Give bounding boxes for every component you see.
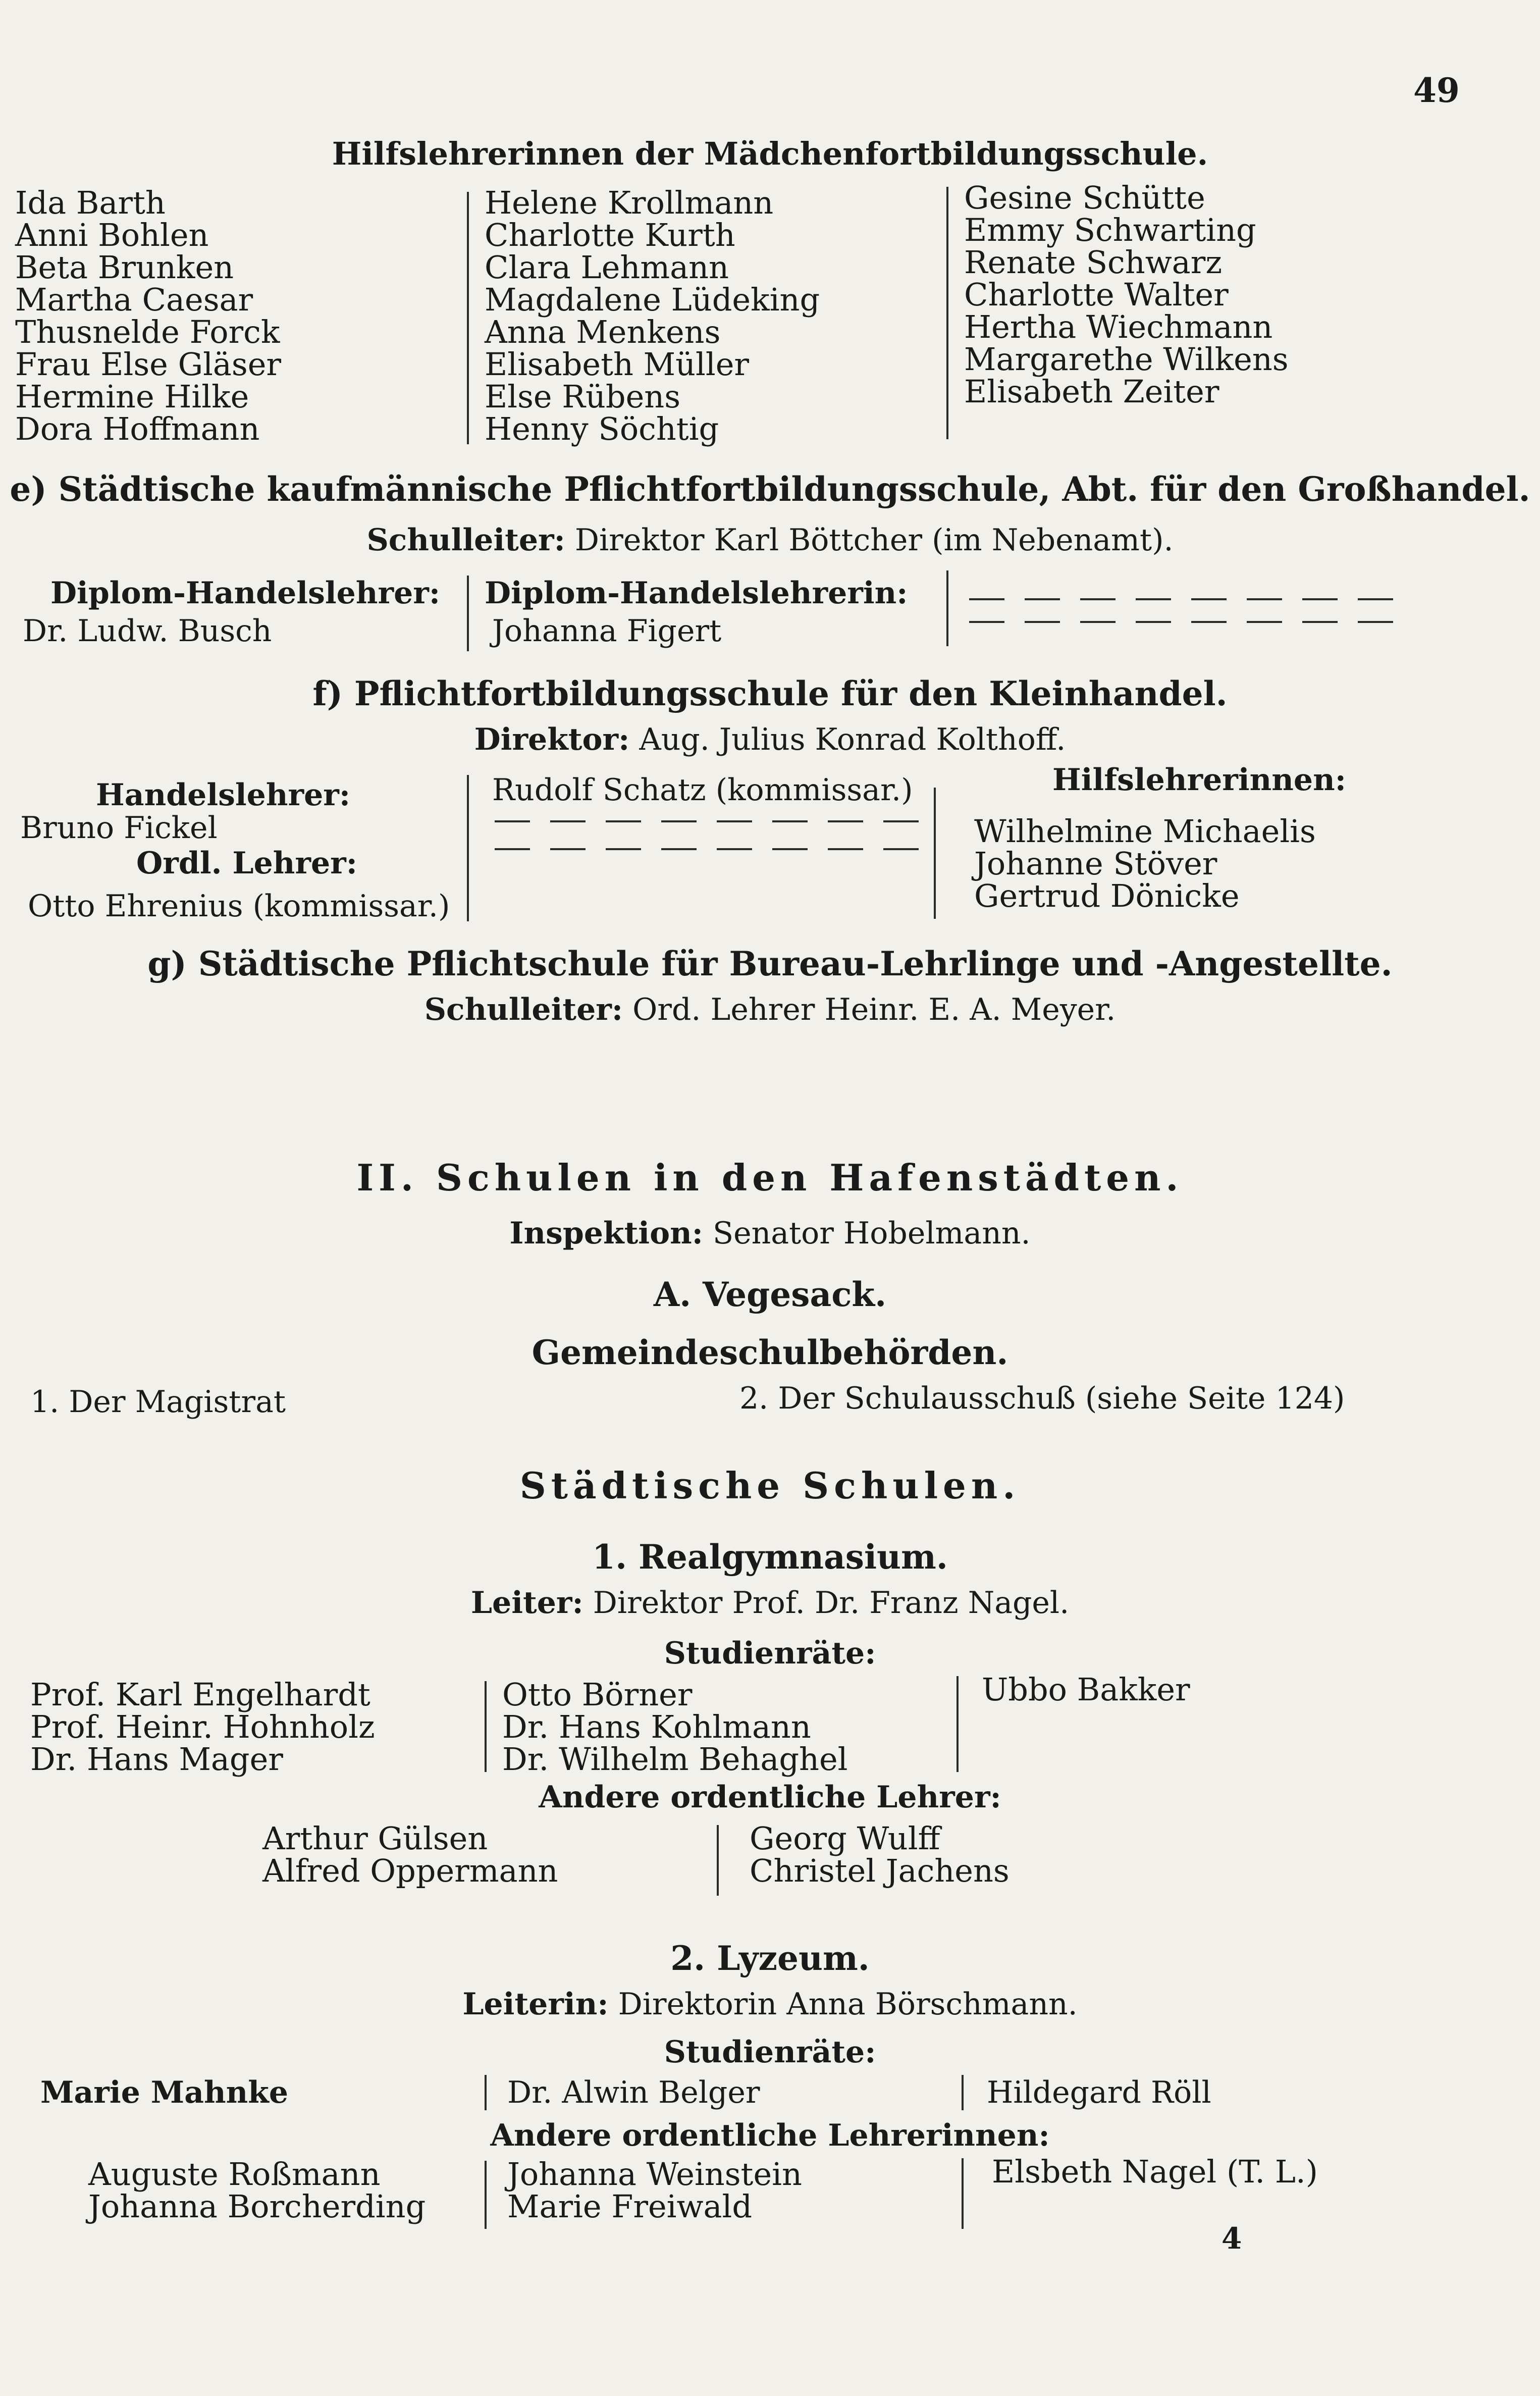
leiter-label: Schulleiter: xyxy=(366,523,565,558)
vacancy-dashes xyxy=(495,820,919,822)
section-heading-f: f) Pflichtfortbildungsschule für den Kleinhandel. xyxy=(312,674,1228,713)
column-divider xyxy=(485,2075,487,2110)
andere-lehrer-label: Andere ordentliche Lehrer: xyxy=(539,1780,1001,1815)
person-name: Prof. Karl Engelhardt xyxy=(30,1676,370,1713)
leiter-label: Schulleiter: xyxy=(424,992,623,1027)
person-name: Charlotte Kurth xyxy=(485,217,735,253)
person-name: Charlotte Walter xyxy=(964,276,1229,313)
person-name: Wilhelmine Michaelis xyxy=(974,813,1316,850)
studienraete-col-1 xyxy=(30,1676,375,1778)
studienraete-col-2 xyxy=(502,1676,848,1778)
person-name: Hermine Hilke xyxy=(15,378,249,415)
heading-realgymnasium: 1. Realgymnasium. xyxy=(592,1537,948,1577)
person-name: Anni Bohlen xyxy=(15,217,209,253)
person-name: Otto Börner xyxy=(502,1676,693,1713)
leiter-value: Direktor Prof. Dr. Franz Nagel. xyxy=(593,1585,1070,1621)
footer-page-number: 4 xyxy=(1222,2221,1242,2256)
andere-lehrer-col-1 xyxy=(262,1822,558,1887)
person-name: Johanna Borcherding xyxy=(88,2188,426,2225)
person-name: Clara Lehmann xyxy=(485,249,729,286)
section-heading-g: g) Städtische Pflichtschule für Bureau-Lehrlinge und -Angestellte. xyxy=(147,944,1393,983)
person-name: Dr. Hans Mager xyxy=(30,1741,283,1778)
page-number: 49 xyxy=(1413,71,1460,110)
direktor-line-f xyxy=(0,722,1540,757)
person-name: Frau Else Gläser xyxy=(15,346,282,383)
person-name: Elisabeth Müller xyxy=(485,346,750,383)
person-name: Elisabeth Zeiter xyxy=(964,373,1219,410)
person-name: Marie Freiwald xyxy=(507,2188,753,2225)
gemeinde-item-2: 2. Der Schulausschuß (siehe Seite 124) xyxy=(739,1381,1345,1416)
andere-lehrerinnen-col-2 xyxy=(507,2158,802,2223)
person-name: Renate Schwarz xyxy=(964,244,1223,281)
name-roell: Hildegard Röll xyxy=(987,2075,1211,2110)
name-ehrenius: Otto Ehrenius (kommissar.) xyxy=(28,889,450,924)
caption-diplom-handelslehrer: Diplom-Handelslehrer: xyxy=(50,576,441,611)
person-name: Emmy Schwarting xyxy=(964,212,1256,248)
person-name: Dr. Wilhelm Behaghel xyxy=(502,1741,848,1778)
leiter-value: Ord. Lehrer Heinr. E. A. Meyer. xyxy=(632,992,1116,1027)
column-divider xyxy=(946,187,948,439)
heading-staedtische-schulen: Städtische Schulen. xyxy=(519,1464,1021,1507)
name-figert: Johanna Figert xyxy=(492,613,722,649)
leiter-line-realgym xyxy=(0,1585,1540,1621)
vacancy-dashes xyxy=(969,598,1403,600)
name-list-col-3 xyxy=(964,179,1289,410)
person-name: Else Rübens xyxy=(485,378,681,415)
caption-diplom-handelslehrerin: Diplom-Handelslehrerin: xyxy=(485,576,908,611)
leiter-label: Leiterin: xyxy=(462,1987,609,2022)
name-schatz: Rudolf Schatz (kommissar.) xyxy=(492,772,913,808)
column-divider xyxy=(717,1825,719,1896)
name-mahnke: Marie Mahnke xyxy=(40,2075,289,2110)
studienraete-label-lyzeum: Studienräte: xyxy=(664,2035,876,2070)
person-name: Anna Menkens xyxy=(485,314,721,350)
column-divider xyxy=(957,1676,959,1772)
person-name: Gertrud Dönicke xyxy=(974,877,1240,914)
name-belger: Dr. Alwin Belger xyxy=(507,2075,760,2110)
person-name: Johanne Stöver xyxy=(974,845,1217,882)
schulleiter-line-e xyxy=(0,523,1540,558)
name-fickel: Bruno Fickel xyxy=(20,810,218,846)
person-name: Helene Krollmann xyxy=(485,184,774,221)
name-list-col-2 xyxy=(485,184,820,447)
heading-vegesack: A. Vegesack. xyxy=(653,1275,887,1314)
leiter-label: Direktor: xyxy=(474,722,630,757)
person-name: Johanna Weinstein xyxy=(507,2156,802,2193)
gemeinde-item-1: 1. Der Magistrat xyxy=(30,1384,286,1420)
andere-lehrerinnen-col-1 xyxy=(88,2158,426,2223)
column-divider xyxy=(467,775,469,921)
person-name: Alfred Oppermann xyxy=(262,1852,558,1889)
column-divider xyxy=(485,2161,487,2229)
heading-lyzeum: 2. Lyzeum. xyxy=(670,1939,870,1978)
studienraete-col-3 xyxy=(982,1671,1190,1708)
column-divider xyxy=(946,570,948,646)
schulleiter-line-g xyxy=(0,992,1540,1027)
caption-hilfslehrerinnen: Hilfslehrerinnen: xyxy=(1052,762,1346,798)
leiter-value: Direktor Karl Böttcher (im Nebenamt). xyxy=(574,523,1174,558)
leiter-value: Aug. Julius Konrad Kolthoff. xyxy=(639,722,1066,757)
column-divider xyxy=(934,788,936,919)
main-heading-ii: II. Schulen in den Hafenstädten. xyxy=(356,1156,1184,1199)
person-name: Henny Söchtig xyxy=(485,410,719,447)
leiterin-line-lyzeum xyxy=(0,1987,1540,2022)
leiter-value: Direktorin Anna Börschmann. xyxy=(618,1987,1078,2022)
vacancy-dashes xyxy=(969,621,1403,623)
inspektion-label: Inspektion: xyxy=(509,1216,703,1251)
person-name: Prof. Heinr. Hohnholz xyxy=(30,1708,375,1745)
person-name: Christel Jachens xyxy=(750,1852,1010,1889)
person-name: Arthur Gülsen xyxy=(262,1820,488,1857)
column-divider xyxy=(467,192,469,444)
section-heading-e: e) Städtische kaufmännische Pflichtfortbildungsschule, Abt. für den Großhandel. xyxy=(10,470,1530,509)
name-list-col-1 xyxy=(15,184,282,447)
caption-handelslehrer: Handelslehrer: xyxy=(96,777,351,813)
heading-gemeindeschulbehoerden: Gemeindeschulbehörden. xyxy=(532,1333,1008,1372)
person-name: Magdalene Lüdeking xyxy=(485,281,820,318)
person-name: Dr. Hans Kohlmann xyxy=(502,1708,811,1745)
person-name: Dora Hoffmann xyxy=(15,410,260,447)
inspektion-value: Senator Hobelmann. xyxy=(712,1216,1031,1251)
inspektion-line xyxy=(0,1216,1540,1251)
hilfslehrerinnen-list xyxy=(974,815,1316,912)
leiter-label: Leiter: xyxy=(470,1585,583,1621)
studienraete-label: Studienräte: xyxy=(664,1636,876,1671)
person-name: Beta Brunken xyxy=(15,249,234,286)
column-divider xyxy=(962,2158,964,2229)
column-divider xyxy=(485,1681,487,1772)
person-name: Elsbeth Nagel (T. L.) xyxy=(992,2153,1318,2190)
andere-lehrer-col-2 xyxy=(750,1822,1010,1887)
column-divider xyxy=(962,2075,964,2110)
andere-lehrerinnen-col-3 xyxy=(992,2153,1318,2190)
name-busch: Dr. Ludw. Busch xyxy=(23,613,272,649)
andere-lehrerinnen-label: Andere ordentliche Lehrerinnen: xyxy=(490,2118,1050,2153)
caption-ordl-lehrer: Ordl. Lehrer: xyxy=(136,846,357,881)
person-name: Ida Barth xyxy=(15,184,166,221)
person-name: Gesine Schütte xyxy=(964,179,1205,216)
person-name: Thusnelde Forck xyxy=(15,314,280,350)
person-name: Martha Caesar xyxy=(15,281,253,318)
person-name: Ubbo Bakker xyxy=(982,1671,1190,1708)
section-heading-hilfslehrerinnen: Hilfslehrerinnen der Mädchenfortbildungsschule. xyxy=(332,135,1208,172)
person-name: Georg Wulff xyxy=(750,1820,940,1857)
person-name: Hertha Wiechmann xyxy=(964,308,1273,345)
column-divider xyxy=(467,576,469,651)
person-name: Auguste Roßmann xyxy=(88,2156,381,2193)
vacancy-dashes xyxy=(495,848,919,850)
person-name: Margarethe Wilkens xyxy=(964,341,1289,378)
